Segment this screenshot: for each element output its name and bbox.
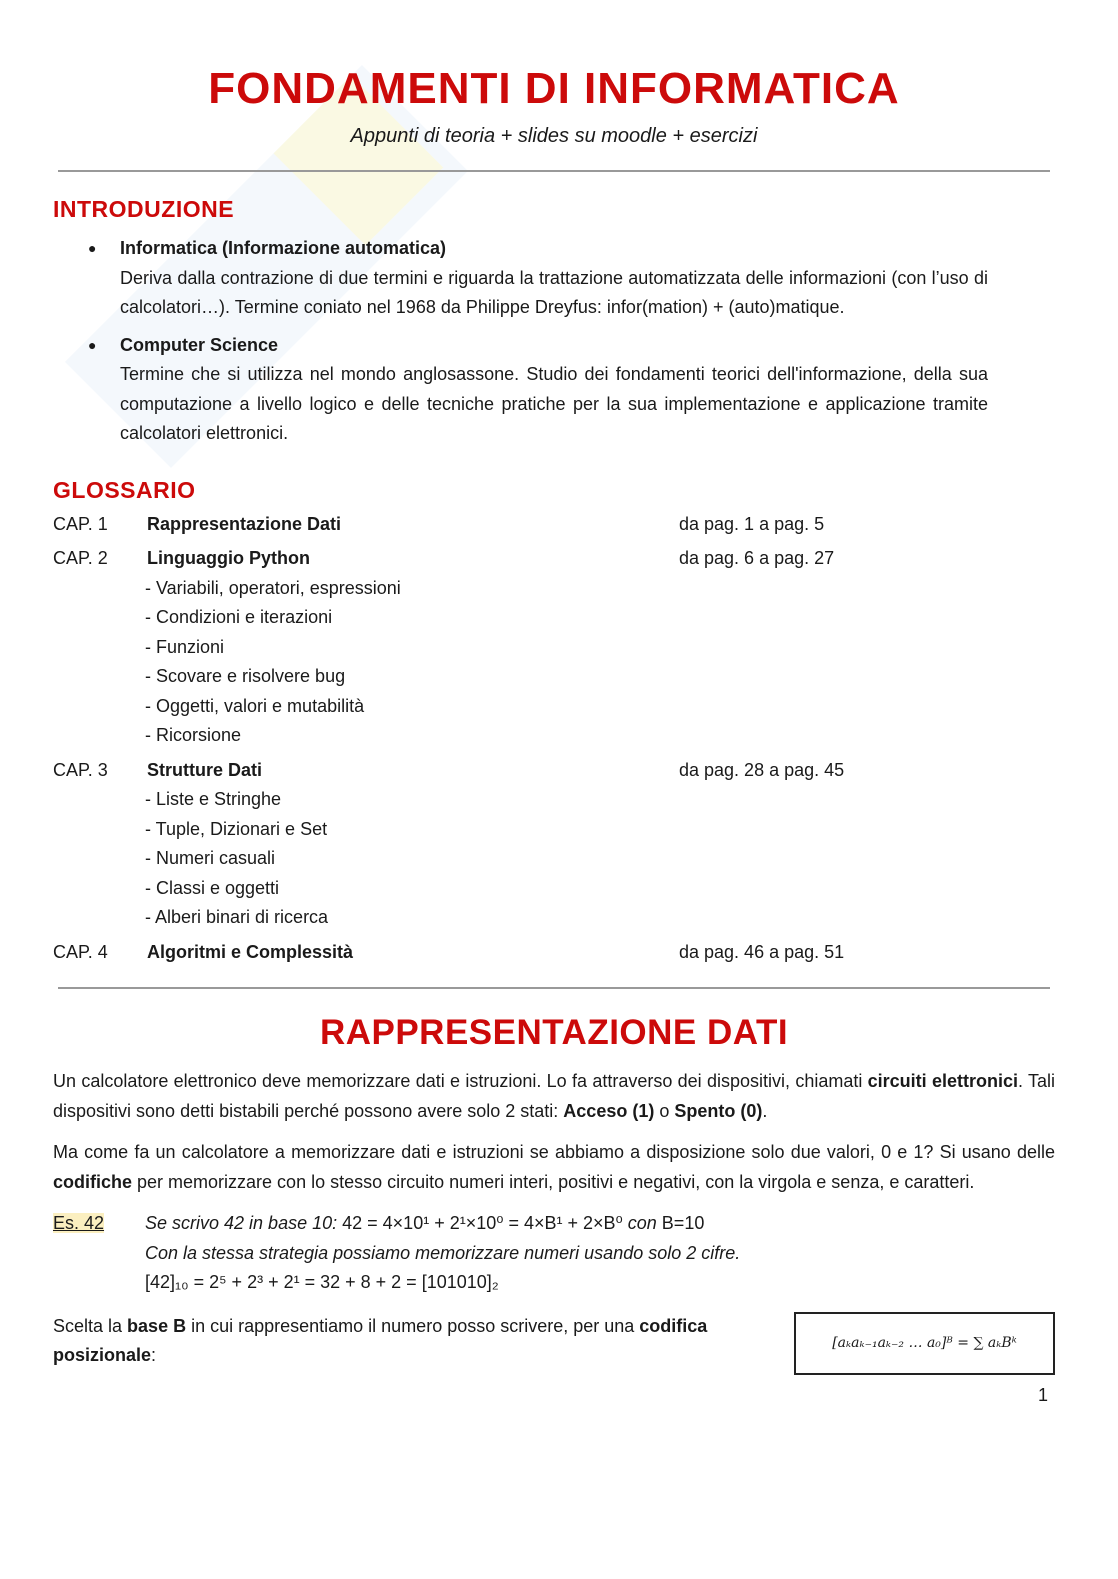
document-subtitle: Appunti di teoria + slides su moodle + esercizi [350,125,758,147]
item-text: Termine che si utilizza nel mondo anglosassone. Studio dei fondamenti teorici dell'informazione, della sua computazione a livello logico e delle tecniche pratiche per la sua implementazione e applicazione tramite calcolatori elettronici. [120,364,988,443]
chapter-number: CAP. 4 [53,941,108,962]
positional-coding-block [53,1312,1055,1375]
item-title: Informatica (Informazione automatica) [120,238,447,258]
subtopic: - Tuple, Dizionari e Set [145,818,328,839]
example-label: Es. 42 [53,1213,105,1233]
subtopic: - Condizioni e iterazioni [145,607,333,627]
subtopic: - Funzioni [145,636,225,657]
example-line: Con la stessa strategia possiamo memorizzare numeri usando solo 2 cifre. [145,1242,741,1263]
intro-item [88,234,988,323]
document-page [53,0,1055,1426]
bullet-icon: ● [88,240,97,256]
chapter-pages: da pag. 1 a pag. 5 [679,513,825,534]
chapter-pages: da pag. 46 a pag. 51 [679,941,845,962]
subtopic: - Ricorsione [145,725,242,745]
chapter-name: Algoritmi e Complessità [147,941,354,962]
item-text: Deriva dalla contrazione di due termini e riguarda la trattazione automatizzata delle informazioni (con l’uso di calcolatori…). Termine coniato nel 1968 da Philippe Dreyfus: infor(mation) + (auto)matique. [120,267,988,317]
glossary-row [53,510,1055,540]
chapter-pages: da pag. 28 a pag. 45 [679,759,845,780]
divider [58,987,1050,989]
subtopic: - Variabili, operatori, espressioni [145,577,401,598]
intro-heading: INTRODUZIONE [53,196,235,222]
bullet-icon: ● [88,336,97,353]
paragraph: Scelta la base B in cui rappresentiamo il numero posso scrivere, per una codifica posizionale: [53,1315,708,1365]
page-number: 1 [1037,1384,1048,1405]
chapter-name: Rappresentazione Dati [147,513,342,534]
glossary-row [53,756,1055,786]
subtopic: - Scovare e risolvere bug [145,666,346,686]
subtopic: - Classi e oggetti [145,877,280,898]
document-title: FONDAMENTI DI INFORMATICA [208,64,900,113]
example-line: [42]₁₀ = 2⁵ + 2³ + 2¹ = 32 + 8 + 2 = [101010]₂ [145,1272,499,1292]
chapter-pages: da pag. 6 a pag. 27 [679,548,835,568]
paragraph: Ma come fa un calcolatore a memorizzare dati e istruzioni se abbiamo a disposizione solo due valori, 0 e 1? Si usano delle codifiche per memorizzare con lo stesso circuito numeri interi, positivi e negativi, con la virgola e senza, e caratteri. [53,1142,1055,1192]
glossary-heading: GLOSSARIO [53,476,196,503]
formula-box: [aₖaₖ₋₁aₖ₋₂ … a₀]ᴮ = ∑ aₖBᵏ [794,1312,1055,1375]
example-line: Se scrivo 42 in base 10: 42 = 4×10¹ + 2¹×10⁰ = 4×B¹ + 2×B⁰ con B=10 [145,1213,705,1233]
subtopic: - Liste e Stringhe [145,789,282,809]
divider [58,170,1050,172]
chapter-number: CAP. 1 [53,513,108,534]
chapter-number: CAP. 2 [53,548,108,568]
chapter-number: CAP. 3 [53,759,108,780]
glossary-row [53,938,1055,968]
glossary-row [53,544,1055,574]
subtopic: - Oggetti, valori e mutabilità [145,695,365,716]
chapter-name: Strutture Dati [147,759,263,780]
chapter-name: Linguaggio Python [147,548,310,568]
subtopic: - Alberi binari di ricerca [145,907,329,927]
intro-item [88,331,988,449]
subtopic: - Numeri casuali [145,848,276,868]
example-block [53,1209,1055,1298]
item-title: Computer Science [120,334,279,355]
section-heading: RAPPRESENTAZIONE DATI [319,1013,789,1052]
paragraph: Un calcolatore elettronico deve memorizzare dati e istruzioni. Lo fa attraverso dei dispositivi, chiamati circuiti elettronici. Tali dispositivi sono detti bistabili perché possono avere solo 2 stati: Acceso (1) o Spento (0). [53,1071,1055,1121]
